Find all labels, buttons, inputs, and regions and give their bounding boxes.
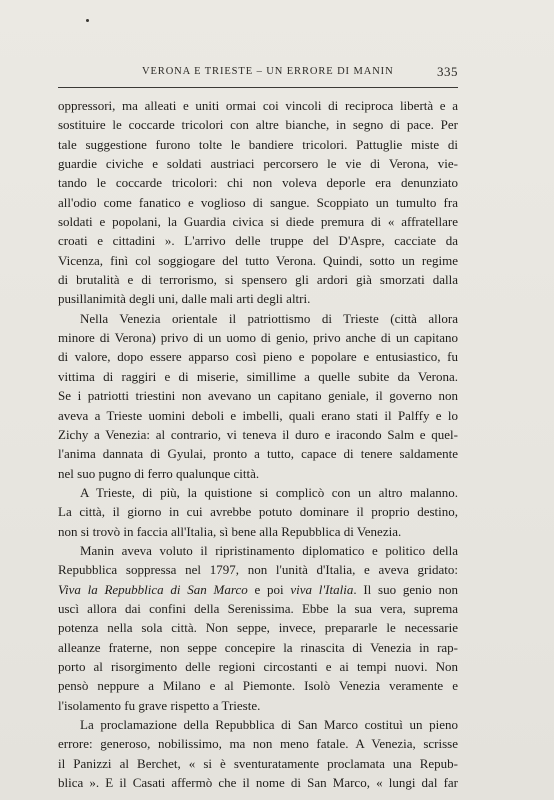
text-line: nel suo pugno di ferro qualunque città. <box>58 465 260 481</box>
text-line: oppressori, ma alleati e uniti ormai coi vincoli di reciproca libertà e a <box>58 98 458 113</box>
ink-speck <box>86 19 89 22</box>
text-line: errore: generoso, nobilissimo, ma non meno fatale. A Venezia, scrisse <box>58 736 458 752</box>
text-line: La città, il giorno in cui avrebbe potuto dominare il proprio destino, <box>58 504 458 520</box>
page-header <box>58 64 458 84</box>
text-line: aveva a Trieste uomini deboli e imbelli, quali erano stati il Palffy e lo <box>58 407 458 423</box>
text-line: sostituire le coccarde tricolori con altre bianche, in segno di pace. Per <box>58 117 458 133</box>
text-line: porto al risorgimento delle regioni circostanti e ai tempi nuovi. Non <box>58 658 458 674</box>
text-line: l'anima dannata di Gyulai, pronto a tutto, capace di tenere saldamente <box>58 446 458 462</box>
header-rule <box>58 87 458 88</box>
text-line: Zichy a Venezia: al contrario, vi teneva il duro e iracondo Salm e quel- <box>58 426 458 442</box>
running-head: VERONA E TRIESTE – UN ERRORE DI MANIN <box>142 66 394 77</box>
text-line: tale suggestione furono tolte le bandiere tricolori. Pattuglie miste di <box>58 136 458 152</box>
text-line: Repubblica soppressa nel 1797, non l'unità d'Italia, e aveva gridato: <box>58 562 458 578</box>
text-line: Vicenza, finì col soggiogare del tutto Verona. Quindi, sotto un regime <box>58 252 458 268</box>
text-line: minore di Verona) privo di un uomo di genio, privo anche di un capitano <box>58 330 458 346</box>
text-line-with-italics <box>58 580 458 599</box>
text-line: croati e cittadini ». L'arrivo delle truppe del D'Aspre, cacciate da <box>58 233 458 249</box>
text-line: uscì allora dai confini della Serenissima. Ebbe la sua vera, suprema <box>58 600 458 616</box>
text-line: soldati e popolani, la Guardia civica si diede premura di « affratellare <box>58 214 458 230</box>
text-line: pensò neppure a Milano e al Piemonte. Isolò Venezia veramente e <box>58 678 458 694</box>
text-line: alleanze fraterne, non seppe concepire la rinascita di Venezia in rap- <box>58 639 458 655</box>
text-line: non si trovò in faccia all'Italia, sì bene alla Repubblica di Venezia. <box>58 523 402 539</box>
text-line: all'odio come fanatico e voglioso di sangue. Scoppiato un tumulto fra <box>58 194 458 210</box>
text-span: . Il suo genio non <box>353 581 458 597</box>
paragraph-first-line: A Trieste, di più, la quistione si complicò con un altro malanno. <box>80 484 458 500</box>
text-line: blica ». E il Casati affermò che il nome di San Marco, « lungi dal far <box>58 775 458 791</box>
text-span: e poi <box>247 581 291 597</box>
text-line: guardie civiche e soldati austriaci percorsero le vie di Verona, vie- <box>58 156 458 172</box>
text-line: di valore, dopo essere apparso così pieno e popolare e entusiastico, fu <box>58 349 458 365</box>
text-line: tando le coccarde tricolori: chi non voleva deporle era denunziato <box>58 175 458 191</box>
text-line: di brutalità e di terrorismo, si spensero gli ardori già smorzati dalla <box>58 272 458 288</box>
text-line: l'isolamento fu grave rispetto a Trieste. <box>58 697 261 713</box>
body-text <box>58 96 458 792</box>
page-number: 335 <box>437 64 458 79</box>
italic-phrase: Viva la Repubblica di San Marco <box>58 581 248 597</box>
italic-phrase: viva l'Italia <box>290 581 354 597</box>
paragraph-first-line: La proclamazione della Repubblica di San Marco costituì un pieno <box>80 717 458 732</box>
text-line: vittima di raggiri e di miserie, simillime a quelle subite da Verona. <box>58 368 458 384</box>
text-line: il Panizzi al Berchet, « si è sventuratamente proclamata una Repub- <box>58 755 458 771</box>
text-line: Se i patriotti triestini non avevano un capitano geniale, il governo non <box>58 388 458 404</box>
text-line: pusillanimità degli uni, dalle mali arti degli altri. <box>58 291 311 307</box>
paragraph-first-line: Manin aveva voluto il ripristinamento diplomatico e politico della <box>80 542 458 558</box>
text-line: potenza nella sola città. Non seppe, invece, prepararle le necessarie <box>58 620 458 636</box>
paragraph-first-line: Nella Venezia orientale il patriottismo di Trieste (città allora <box>80 310 458 326</box>
